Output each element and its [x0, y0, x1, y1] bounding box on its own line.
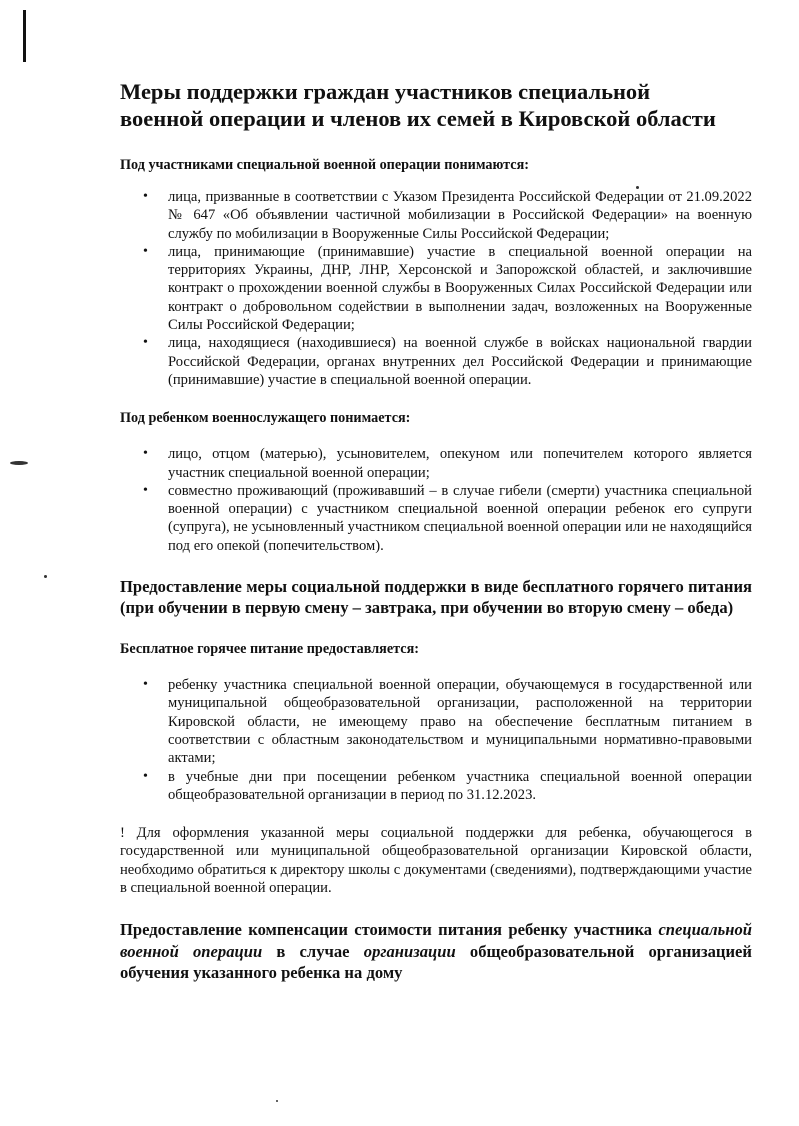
scan-speck: [10, 461, 28, 465]
bullet-icon: •: [143, 243, 148, 259]
meals-label: Бесплатное горячее питание предоставляется:: [120, 641, 419, 658]
list-item: • лица, находящиеся (находившиеся) на военной службе в войсках национальной гвардии Российской Федерации, органах внутренних дел Российской Федерации и принимающие (принимавшие) участие в специальной военной операции.: [143, 335, 752, 388]
scan-edge-mark: [23, 10, 26, 62]
list-item: • в учебные дни при посещении ребенком участника специальной военной операции общеобразовательной организации в период по 31.12.2023.: [143, 768, 752, 803]
meals-note: ! Для оформления указанной меры социальной поддержки для ребенка, обучающегося в государственной или муниципальной общеобразовательной организации Кировской области, необходимо обратиться к директору школы с документами (сведениями), подтверждающими участие в специальной военной операции.: [120, 825, 752, 897]
participants-label: Под участниками специальной военной операции понимаются:: [120, 157, 529, 173]
bullet-icon: •: [143, 335, 148, 351]
document-page: [120, 78, 752, 984]
scan-speck: [276, 1100, 278, 1102]
list-item: • совместно проживающий (проживавший – в случае гибели (смерти) участника специальной военной операции) с участником специальной военной операции ребенок его супруги (супруга), не усыновленный участником специальной военной операции или не находящийся под его опекой (попечительством).: [143, 482, 752, 554]
child-list: [120, 445, 752, 555]
list-item: • лица, призванные в соответствии с Указом Президента Российской Федерации от 21.09.2022 № 647 «Об объявлении частичной мобилизации в Российской Федерации» на военную службу по мобилизации в Вооруженные Силы Российской Федерации;: [143, 189, 752, 242]
bullet-icon: •: [143, 446, 148, 462]
list-item: • лицо, отцом (матерью), усыновителем, опекуном или попечителем которого является участник специальной военной операции;: [143, 446, 752, 481]
bullet-icon: •: [143, 768, 148, 784]
bullet-icon: •: [143, 482, 148, 498]
bullet-icon: •: [143, 189, 148, 204]
participants-list: [120, 188, 752, 389]
meals-section-heading: Предоставление меры социальной поддержки в виде бесплатного горячего питания (при обучении в первую смену – завтрака, при обучении во вторую смену – обеда): [120, 577, 752, 617]
compensation-section-heading: Предоставление компенсации стоимости питания ребенку участника специальной военной операции в случае организации общеобразовательной организацией обучения указанного ребенка на дому: [120, 920, 752, 983]
document-title: Меры поддержки граждан участников специальной военной операции и членов их семей в Кировской области: [120, 79, 716, 131]
bullet-icon: •: [143, 677, 148, 693]
child-label: Под ребенком военнослужащего понимается:: [120, 410, 411, 427]
list-item: • ребенку участника специальной военной операции, обучающемуся в государственной или муниципальной общеобразовательной организации, расположенной на территории Кировской области, не имеющему право на обеспечение бесплатным питанием в соответствии с областным законодательством и муниципальными нормативно-правовыми актами;: [143, 677, 752, 767]
list-item: • лица, принимающие (принимавшие) участие в специальной военной операции на территориях Украины, ДНР, ЛНР, Херсонской и Запорожской областей, и заключившие контракт о прохождении военной службы в Вооруженных Силах Российской Федерации или контракт о добровольном содействии в выполнении задач, возложенных на Вооруженные Силы Российской Федерации;: [143, 243, 752, 334]
scan-speck: [44, 575, 47, 578]
meals-list: [120, 676, 752, 804]
